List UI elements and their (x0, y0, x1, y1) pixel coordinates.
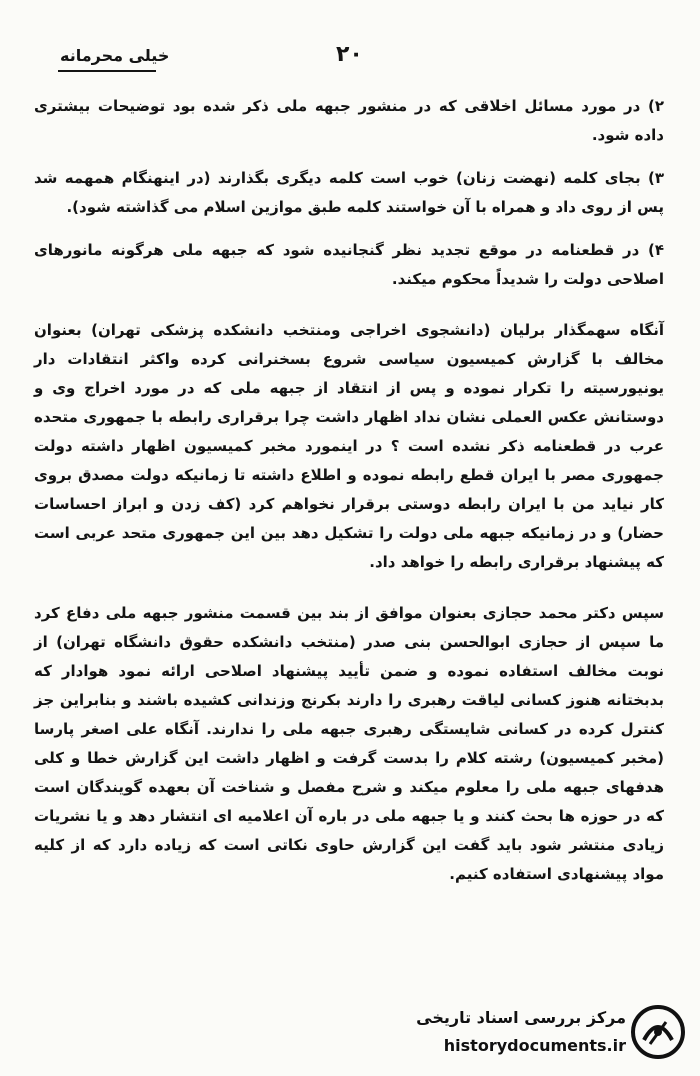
page-number: ۲۰ (336, 42, 363, 67)
paragraph-hejazi-speech: سپس دکتر محمد حجازی بعنوان موافق از بند بین قسمت منشور جبهه ملی دفاع کرد ما سپس از حجازی ابوالحسن بنی صدر (منتخب دانشکده حقوق دانشگاه تهران) از نوبت مخالف استفاده نموده و ضمن تأیید پیشنهاد اصلاحی ارائه نمود هوادار که بدبختانه هنوز کسانی لیاقت رهبری را دارند بکرنج وزندانی کشیده باشند و بنابراین جز کنترل کرده در کسانی شایستگی رهبری جبهه ملی را ندارند. آنگاه علی اصغر پارسا (مخبر کمیسیون) رشته کلام را بدست گرفت و اظهار داشت این گزارش خطا و کلی هدفهای جبهه ملی را معلوم میکند و شرح مفصل و شناخت آن بعهده گویندگان است که در حوزه ها بحث کنند و یا جبهه ملی در باره آن اعلامیه ای انتشار دهد و یا نشریات زیادی منتشر شود باید گفت این گزارش حاوی نکاتی است که زیاده دارد که از کلیه مواد پیشنهادی استفاده کنیم. (34, 604, 664, 883)
page-header (0, 38, 700, 78)
classification-label: خیلی محرمانه (60, 46, 170, 65)
document-body (34, 92, 664, 903)
paragraph-berlian-speech: آنگاه سهمگذار برلیان (دانشجوی اخراجی ومنتخب دانشکده پزشکی تهران) بعنوان مخالف با گزارش کمیسیون سیاسی شروع بسخنرانی کرده واکثر انتقادات دار یونیورسیته را تکرار نموده و پس از انتقاد از جبهه ملی که در مورد اخراج وی و دوستانش عکس العملی نشان نداد اظهار داشت چرا برقراری رابطه با جمهوری متحده عرب در قطعنامه ذکر نشده است ؟ در اینمورد مخبر کمیسیون اظهار داشته دولت جمهوری مصر با ایران قطع رابطه نموده و اطلاع داشته تا زمانیکه دولت مصدق بروی کار نیاید من با ایران رابطه دوستی برقرار نخواهم کرد (کف زدن و ابراز احساسات حضار) و در زمانیکه جبهه ملی دولت را تشکیل دهد بین این جمهوری متحد عربی است که پیشنهاد برقراری رابطه را خواهد داد. (34, 321, 664, 571)
paragraph-item-3: ۳) بجای کلمه (نهضت زنان) خوب است کلمه دیگری بگذارند (در اینهنگام همهمه شد پس از روی داد و همراه با آن خواستند کلمه طبق موازین اسلام می گذاشته شود). (34, 169, 664, 216)
watermark-title: مرکز بررسی اسناد تاریخی (416, 1008, 626, 1027)
paragraph-item-4: ۴) در قطعنامه در موقع تجدید نظر گنجانیده شود که جبهه ملی هرگونه مانورهای اصلاحی دولت را شدیداً محکوم میکند. (34, 241, 664, 288)
paragraph-item-2: ۲) در مورد مسائل اخلاقی که در منشور جبهه ملی ذکر شده بود توضیحات بیشتری داده شود. (34, 97, 664, 144)
watermark (390, 1002, 690, 1068)
archive-logo-icon (630, 1004, 686, 1060)
watermark-url: historydocuments.ir (443, 1036, 626, 1055)
classification-underline (58, 70, 156, 72)
